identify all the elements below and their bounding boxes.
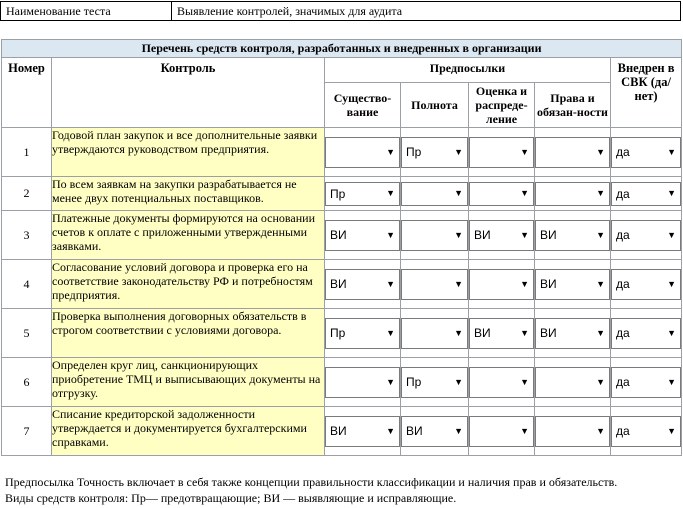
column-header-rights: Права и обязан-ности xyxy=(535,83,611,128)
completeness-dropdown[interactable] xyxy=(401,318,468,349)
select-cell-existence xyxy=(325,211,401,260)
select-cell-valuation xyxy=(469,260,535,309)
row-number: 1 xyxy=(2,128,52,177)
rights-dropdown[interactable] xyxy=(535,318,610,349)
chevron-down-icon[interactable]: ▼ xyxy=(454,188,463,198)
control-description: Определен круг лиц, санкционирующих приобретение ТМЦ и выписывающих документы на отгрузку. xyxy=(52,358,325,407)
valuation-dropdown[interactable] xyxy=(469,220,534,251)
valuation-dropdown[interactable] xyxy=(469,318,534,349)
column-header-number: Номер xyxy=(2,58,52,128)
select-cell-rights xyxy=(535,309,611,358)
table-row xyxy=(2,177,682,211)
chevron-down-icon[interactable]: ▼ xyxy=(520,146,529,157)
select-cell-completeness xyxy=(401,309,469,358)
dropdown-value: Пр xyxy=(406,145,422,159)
select-cell-existence xyxy=(325,407,401,456)
dropdown-value: Пр xyxy=(330,186,346,201)
control-description: Согласование условий договора и проверка его на соответствие законодательству РФ и потребностям предприятия. xyxy=(52,260,325,309)
chevron-down-icon[interactable]: ▼ xyxy=(667,425,677,436)
select-cell-implemented xyxy=(611,407,682,456)
select-cell-valuation xyxy=(469,177,535,211)
controls-table xyxy=(1,39,682,456)
chevron-down-icon[interactable]: ▼ xyxy=(667,188,677,198)
select-cell-existence xyxy=(325,309,401,358)
chevron-down-icon[interactable]: ▼ xyxy=(454,229,463,240)
existence-dropdown[interactable] xyxy=(325,269,400,300)
completeness-dropdown[interactable] xyxy=(401,269,468,300)
implemented-dropdown[interactable] xyxy=(611,269,681,300)
chevron-down-icon[interactable]: ▼ xyxy=(667,146,677,157)
table-row xyxy=(2,358,682,407)
dropdown-value: да xyxy=(616,228,630,242)
implemented-dropdown[interactable] xyxy=(611,367,681,398)
column-header-control: Контроль xyxy=(52,58,325,128)
select-cell-completeness xyxy=(401,177,469,211)
dropdown-value: ВИ xyxy=(330,277,347,291)
row-number: 3 xyxy=(2,211,52,260)
valuation-dropdown[interactable] xyxy=(469,416,534,447)
select-cell-valuation xyxy=(469,407,535,456)
completeness-dropdown[interactable] xyxy=(401,367,468,398)
column-header-implemented: Внедрен в СВК (да/нет) xyxy=(611,58,682,128)
chevron-down-icon[interactable]: ▼ xyxy=(520,327,529,338)
dropdown-value: да xyxy=(616,424,630,438)
control-description: Списание кредиторской задолженности утверждается и документируется бухгалтерскими справками. xyxy=(52,407,325,456)
select-cell-rights xyxy=(535,358,611,407)
footnote-control-types: Виды средств контроля: Пр— предотвращающие; ВИ — выявляющие и исправляющие. xyxy=(5,491,457,505)
existence-dropdown[interactable] xyxy=(325,318,400,349)
dropdown-value: ВИ xyxy=(406,424,423,438)
control-description: Годовой план закупок и все дополнительные заявки утверждаются руководством предприятия. xyxy=(52,128,325,177)
chevron-down-icon[interactable]: ▼ xyxy=(386,425,395,436)
chevron-down-icon[interactable]: ▼ xyxy=(386,229,395,240)
chevron-down-icon[interactable]: ▼ xyxy=(520,188,529,198)
select-cell-rights xyxy=(535,128,611,177)
chevron-down-icon[interactable]: ▼ xyxy=(386,278,395,289)
select-cell-rights xyxy=(535,407,611,456)
select-cell-completeness xyxy=(401,358,469,407)
existence-dropdown[interactable] xyxy=(325,220,400,251)
table-row xyxy=(2,128,682,177)
existence-dropdown[interactable] xyxy=(325,416,400,447)
column-header-existence: Существо-вание xyxy=(325,83,401,128)
dropdown-value: да xyxy=(616,277,630,291)
chevron-down-icon[interactable]: ▼ xyxy=(520,376,529,387)
table-caption: Перечень средств контроля, разработанных и внедренных в организации xyxy=(2,40,682,58)
chevron-down-icon[interactable]: ▼ xyxy=(520,229,529,240)
row-number: 4 xyxy=(2,260,52,309)
table-row xyxy=(2,309,682,358)
chevron-down-icon[interactable]: ▼ xyxy=(454,327,463,338)
table-row xyxy=(2,260,682,309)
chevron-down-icon[interactable]: ▼ xyxy=(520,425,529,436)
column-header-valuation: Оценка и распреде-ление xyxy=(469,83,535,128)
select-cell-completeness xyxy=(401,407,469,456)
dropdown-value: ВИ xyxy=(474,326,491,340)
row-number: 2 xyxy=(2,177,52,211)
select-cell-existence xyxy=(325,260,401,309)
chevron-down-icon[interactable]: ▼ xyxy=(386,327,395,338)
select-cell-valuation xyxy=(469,211,535,260)
select-cell-valuation xyxy=(469,358,535,407)
control-description: По всем заявкам на закупки разрабатывается не менее двух потенциальных поставщиков. xyxy=(52,177,325,211)
select-cell-existence xyxy=(325,358,401,407)
dropdown-value: да xyxy=(616,186,630,201)
chevron-down-icon[interactable]: ▼ xyxy=(386,188,395,198)
footnotes xyxy=(5,474,680,506)
chevron-down-icon[interactable]: ▼ xyxy=(596,376,605,387)
chevron-down-icon[interactable]: ▼ xyxy=(596,146,605,157)
chevron-down-icon[interactable]: ▼ xyxy=(596,327,605,338)
implemented-dropdown[interactable] xyxy=(611,182,681,206)
select-cell-existence xyxy=(325,177,401,211)
row-number: 7 xyxy=(2,407,52,456)
select-cell-rights xyxy=(535,211,611,260)
column-header-completeness: Полнота xyxy=(401,83,469,128)
rights-dropdown[interactable] xyxy=(535,220,610,251)
dropdown-value: ВИ xyxy=(474,228,491,242)
select-cell-completeness xyxy=(401,211,469,260)
chevron-down-icon[interactable]: ▼ xyxy=(667,327,677,338)
footnote-precision: Предпосылка Точность включает в себя также концепции правильности классификации и наличия прав и обязательств. xyxy=(5,475,618,489)
chevron-down-icon[interactable]: ▼ xyxy=(454,425,463,436)
select-cell-implemented xyxy=(611,260,682,309)
test-name-value: Выявление контролей, значимых для аудита xyxy=(177,4,403,18)
completeness-dropdown[interactable] xyxy=(401,137,468,168)
chevron-down-icon[interactable]: ▼ xyxy=(596,229,605,240)
chevron-down-icon[interactable]: ▼ xyxy=(454,146,463,157)
select-cell-completeness xyxy=(401,260,469,309)
select-cell-existence xyxy=(325,128,401,177)
dropdown-value: ВИ xyxy=(330,228,347,242)
dropdown-value: ВИ xyxy=(540,228,557,242)
select-cell-implemented xyxy=(611,358,682,407)
chevron-down-icon[interactable]: ▼ xyxy=(596,425,605,436)
completeness-dropdown[interactable] xyxy=(401,416,468,447)
table-row xyxy=(2,211,682,260)
select-cell-valuation xyxy=(469,309,535,358)
chevron-down-icon[interactable]: ▼ xyxy=(454,278,463,289)
existence-dropdown[interactable] xyxy=(325,182,400,206)
valuation-dropdown[interactable] xyxy=(469,367,534,398)
row-number: 5 xyxy=(2,309,52,358)
dropdown-value: да xyxy=(616,145,630,159)
dropdown-value: да xyxy=(616,326,630,340)
test-header xyxy=(0,1,681,21)
rights-dropdown[interactable] xyxy=(535,182,610,206)
test-name-label: Наименование теста xyxy=(1,2,172,20)
existence-dropdown[interactable] xyxy=(325,137,400,168)
completeness-dropdown[interactable] xyxy=(401,182,468,206)
select-cell-rights xyxy=(535,177,611,211)
implemented-dropdown[interactable] xyxy=(611,416,681,447)
valuation-dropdown[interactable] xyxy=(469,182,534,206)
valuation-dropdown[interactable] xyxy=(469,269,534,300)
rights-dropdown[interactable] xyxy=(535,416,610,447)
chevron-down-icon[interactable]: ▼ xyxy=(667,229,677,240)
chevron-down-icon[interactable]: ▼ xyxy=(454,376,463,387)
select-cell-valuation xyxy=(469,128,535,177)
implemented-dropdown[interactable] xyxy=(611,318,681,349)
select-cell-completeness xyxy=(401,128,469,177)
row-number: 6 xyxy=(2,358,52,407)
select-cell-implemented xyxy=(611,309,682,358)
completeness-dropdown[interactable] xyxy=(401,220,468,251)
chevron-down-icon[interactable]: ▼ xyxy=(520,278,529,289)
control-description: Платежные документы формируются на основании счетов к оплате с приложенными утвержденными заявками. xyxy=(52,211,325,260)
existence-dropdown[interactable] xyxy=(325,367,400,398)
dropdown-value: Пр xyxy=(330,326,346,340)
dropdown-value: ВИ xyxy=(330,424,347,438)
implemented-dropdown[interactable] xyxy=(611,137,681,168)
select-cell-implemented xyxy=(611,128,682,177)
dropdown-value: ВИ xyxy=(540,326,557,340)
chevron-down-icon[interactable]: ▼ xyxy=(386,146,395,157)
rights-dropdown[interactable] xyxy=(535,367,610,398)
rights-dropdown[interactable] xyxy=(535,269,610,300)
dropdown-value: да xyxy=(616,375,630,389)
select-cell-implemented xyxy=(611,211,682,260)
implemented-dropdown[interactable] xyxy=(611,220,681,251)
chevron-down-icon[interactable]: ▼ xyxy=(667,278,677,289)
valuation-dropdown[interactable] xyxy=(469,137,534,168)
control-description: Проверка выполнения договорных обязательств в строгом соответствии с условиями договора. xyxy=(52,309,325,358)
select-cell-rights xyxy=(535,260,611,309)
chevron-down-icon[interactable]: ▼ xyxy=(596,278,605,289)
dropdown-value: Пр xyxy=(406,375,422,389)
chevron-down-icon[interactable]: ▼ xyxy=(667,376,677,387)
dropdown-value: ВИ xyxy=(540,277,557,291)
rights-dropdown[interactable] xyxy=(535,137,610,168)
chevron-down-icon[interactable]: ▼ xyxy=(386,376,395,387)
chevron-down-icon[interactable]: ▼ xyxy=(596,188,605,198)
column-header-premises: Предпосылки xyxy=(325,58,611,83)
select-cell-implemented xyxy=(611,177,682,211)
table-row xyxy=(2,407,682,456)
